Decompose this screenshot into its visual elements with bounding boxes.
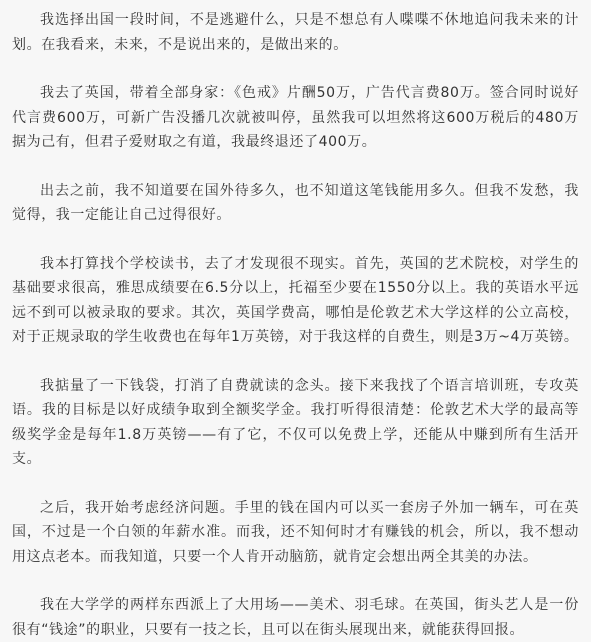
paragraph-6: 之后，我开始考虑经济问题。手里的钱在国内可以买一套房子外加一辆车，可在英国，不过是一个白领的年薪水准。而我，还不知何时才有赚钱的机会，所以，我不想动用这点老本。而我知道，只要一个人肯开动脑筋，就肯定会想出两全其美的办法。 (12, 499, 579, 565)
paragraph-2: 我去了英国，带着全部身家：《色戒》片酬50万，广告代言费80万。签合同时说好代言费600万，可新广告没播几次就被叫停，虽然我可以坦然将这600万税后的480万据为己有，但君子爱财取之有道，我最终退还了400万。 (12, 85, 579, 150)
paragraph-3: 出去之前，我不知道要在国外待多久，也不知道这笔钱能用多久。但我不发愁，我觉得，我一定能让自己过得很好。 (12, 182, 579, 223)
paragraph-1: 我选择出国一段时间，不是逃避什么，只是不想总有人喋喋不休地追问我未来的计划。在我看来，未来，不是说出来的，是做出来的。 (12, 12, 579, 53)
paragraph-5: 我掂量了一下钱袋，打消了自费就读的念头。接下来我找了个语言培训班，专攻英语。我的目标是以好成绩争取到全额奖学金。我打听得很清楚：伦敦艺术大学的最高等级奖学金是每年1.8万英镑——有了它，不仅可以免费上学，还能从中赚到所有生活开支。 (12, 377, 579, 467)
paragraph-7: 我在大学学的两样东西派上了大用场——美术、羽毛球。在英国，街头艺人是一份很有“钱途”的职业，只要有一技之长，且可以在街头展现出来，就能获得回报。 (12, 597, 579, 638)
paragraph-4: 我本打算找个学校读书，去了才发现很不现实。首先，英国的艺术院校，对学生的基础要求很高，雅思成绩要在6.5分以上，托福至少要在1550分以上。我的英语水平远远不到可以被录取的要求。其次，英国学费高，哪怕是伦敦艺术大学这样的公立高校，对于正规录取的学生收费也在每年1万英镑，对于我这样的自费生，则是3万~4万英镑。 (12, 255, 579, 345)
